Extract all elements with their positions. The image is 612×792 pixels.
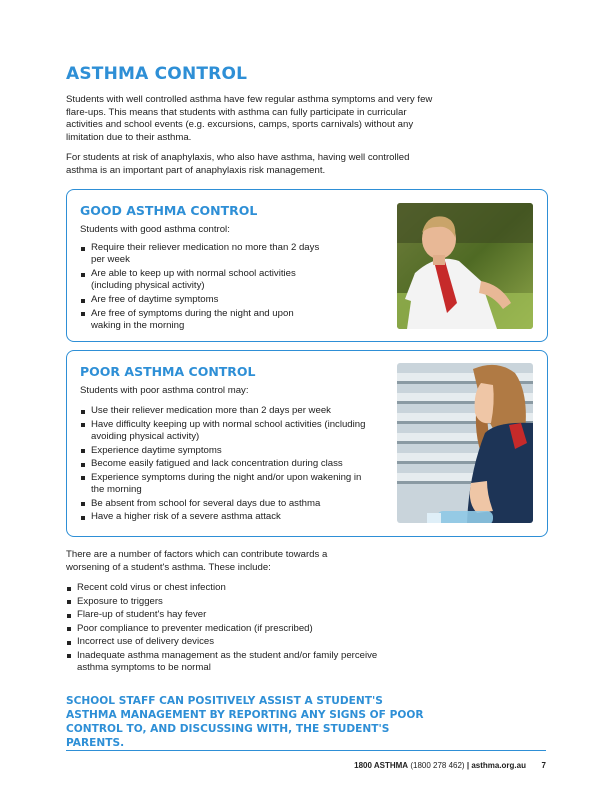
- list-item: Have a higher risk of a severe asthma attack: [80, 511, 370, 523]
- girl-with-inhaler-photo: [397, 363, 533, 523]
- list-item: Experience symptoms during the night and/or upon wakening in the morning: [80, 472, 370, 497]
- factors-intro: There are a number of factors which can contribute towards a worsening of a student's asthma. These include:: [66, 549, 328, 573]
- footer-contact: [354, 761, 526, 770]
- intro-paragraph-2: For students at risk of anaphylaxis, who also have asthma, having well controlled asthma is an important part of anaphylaxis risk management.: [66, 152, 410, 176]
- good-control-intro: Students with good asthma control:: [80, 224, 230, 235]
- footer-phone-label: 1800 ASTHMA: [354, 761, 409, 770]
- list-item: Incorrect use of delivery devices: [66, 636, 386, 648]
- poor-control-list: [80, 405, 370, 525]
- list-item: Use their reliever medication more than 2 days per week: [80, 405, 370, 417]
- boy-running-photo: [397, 203, 533, 329]
- list-item: Recent cold virus or chest infection: [66, 582, 386, 594]
- factors-list: [66, 582, 386, 676]
- good-control-list: [80, 242, 320, 334]
- poor-control-intro: Students with poor asthma control may:: [80, 385, 249, 396]
- footer-phone-number: (1800 278 462): [410, 761, 465, 770]
- list-item: Poor compliance to preventer medication (if prescribed): [66, 623, 386, 635]
- good-control-title: GOOD ASTHMA CONTROL: [80, 203, 258, 218]
- intro-paragraph-1: Students with well controlled asthma have few regular asthma symptoms and very few flare-ups. This means that students with asthma can fully participate in curricular activities and school events (e.g. excursions, camps, sports carnivals) without any limitation due to their asthma.: [66, 94, 433, 143]
- footer-website-link[interactable]: asthma.org.au: [471, 761, 526, 770]
- list-item: Are free of symptoms during the night and upon waking in the morning: [80, 308, 320, 333]
- list-item: Inadequate asthma management as the student and/or family perceive asthma symptoms to be normal: [66, 650, 386, 675]
- list-item: Are able to keep up with normal school activities (including physical activity): [80, 268, 320, 293]
- good-control-panel: [66, 189, 548, 342]
- list-item: Flare-up of student's hay fever: [66, 609, 386, 621]
- list-item: Become easily fatigued and lack concentration during class: [80, 458, 370, 470]
- staff-callout: SCHOOL STAFF CAN POSITIVELY ASSIST A STUDENT'S ASTHMA MANAGEMENT BY REPORTING ANY SIGNS OF POOR CONTROL TO, AND DISCUSSING WITH, THE STUDENT'S PARENTS.: [66, 695, 424, 749]
- footer-separator: |: [466, 761, 470, 770]
- poor-control-title: POOR ASTHMA CONTROL: [80, 364, 256, 379]
- list-item: Require their reliever medication no more than 2 days per week: [80, 242, 320, 267]
- list-item: Have difficulty keeping up with normal school activities (including avoiding physical activity): [80, 419, 370, 444]
- list-item: Are free of daytime symptoms: [80, 294, 320, 306]
- list-item: Experience daytime symptoms: [80, 445, 370, 457]
- list-item: Exposure to triggers: [66, 596, 386, 608]
- list-item: Be absent from school for several days due to asthma: [80, 498, 370, 510]
- page-number: 7: [541, 761, 546, 770]
- page-title: ASTHMA CONTROL: [66, 64, 248, 84]
- footer-divider: [66, 750, 546, 751]
- poor-control-panel: [66, 350, 548, 537]
